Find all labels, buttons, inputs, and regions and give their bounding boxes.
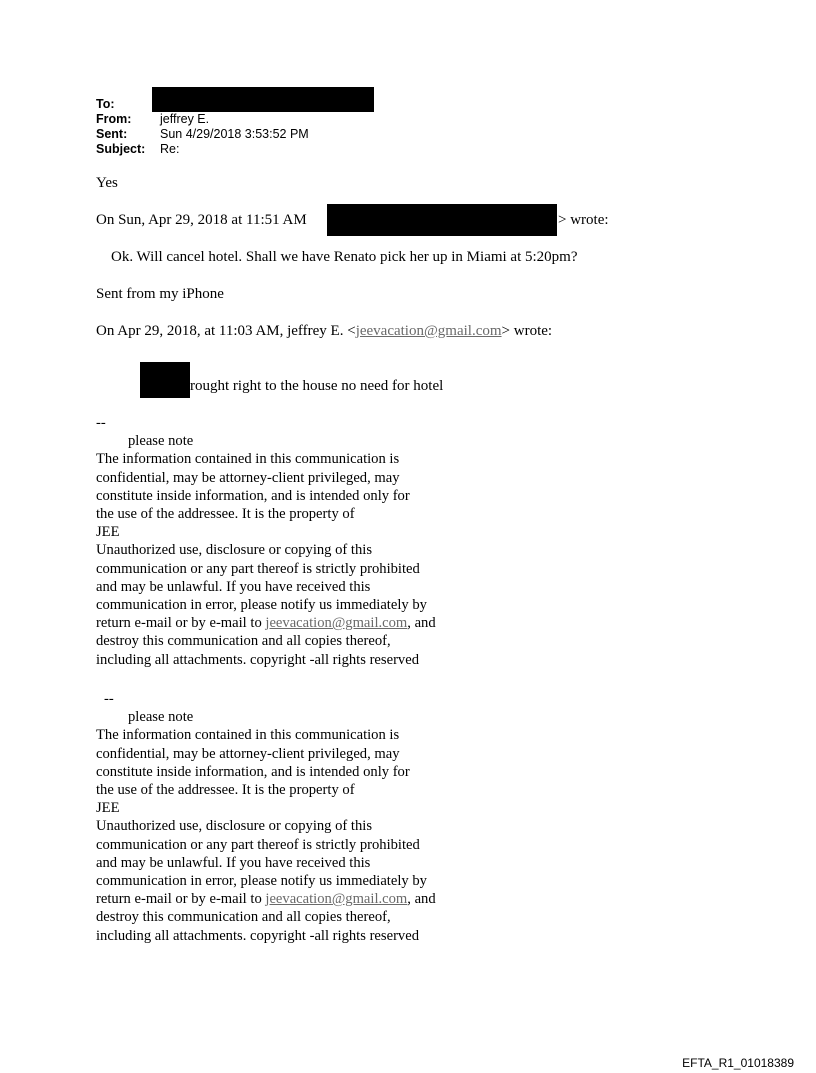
disclaimer-line: confidential, may be attorney-client privileged, may xyxy=(96,745,400,762)
quote2-header xyxy=(96,322,552,340)
redaction-recipient xyxy=(152,87,374,112)
disclaimer-block-2 xyxy=(96,690,436,945)
disclaimer-line: communication in error, please notify us immediately by xyxy=(96,597,427,614)
disclaimer-line: and may be unlawful. If you have received this xyxy=(96,854,371,871)
quote1-before: On Sun, Apr 29, 2018 at 11:51 AM xyxy=(96,212,307,228)
disclaimer-text: return e-mail or by e-mail to xyxy=(96,615,266,632)
disclaimer-line: JEE xyxy=(96,524,120,541)
quote2-before: On Apr 29, 2018, at 11:03 AM, jeffrey E. < xyxy=(96,323,356,339)
disclaimer-line: The information contained in this communication is xyxy=(96,451,400,468)
disclaimer-line: constitute inside information, and is intended only for xyxy=(96,763,410,780)
disclaimer-email-link[interactable]: jeevacation@gmail.com xyxy=(265,615,408,632)
quote1-text: Ok. Will cancel hotel. Shall we have Renato pick her up in Miami at 5:20pm? xyxy=(111,249,578,265)
disclaimer-line: Unauthorized use, disclosure or copying of this xyxy=(96,542,373,559)
disclaimer-text: , and xyxy=(407,615,436,632)
document-id: EFTA_R1_01018389 xyxy=(682,1056,794,1070)
disclaimer-line: please note xyxy=(128,433,194,450)
disclaimer-line xyxy=(96,614,436,632)
disclaimer-line: please note xyxy=(128,709,194,726)
disclaimer-text: , and xyxy=(407,891,436,908)
disclaimer-separator: -- xyxy=(96,415,106,431)
disclaimer-line: and may be unlawful. If you have received this xyxy=(96,578,371,595)
sent-value: Sun 4/29/2018 3:53:52 PM xyxy=(160,127,309,141)
disclaimer-line: including all attachments. copyright -all rights reserved xyxy=(96,651,419,668)
quote1-after: > wrote: xyxy=(558,212,609,228)
subject-label: Subject: xyxy=(96,142,146,156)
disclaimer-line: the use of the addressee. It is the property of xyxy=(96,782,355,799)
disclaimer-line: destroy this communication and all copies thereof, xyxy=(96,633,391,650)
quote2-text: rought right to the house no need for hotel xyxy=(190,378,444,394)
disclaimer-line: communication or any part thereof is strictly prohibited xyxy=(96,560,420,577)
disclaimer-line: Unauthorized use, disclosure or copying of this xyxy=(96,818,373,835)
redaction-name xyxy=(140,362,190,398)
from-label: From: xyxy=(96,112,132,126)
from-value: jeffrey E. xyxy=(160,112,210,126)
redaction-sender xyxy=(327,204,557,236)
subject-value: Re: xyxy=(160,142,180,156)
to-label: To: xyxy=(96,97,115,111)
disclaimer-line: confidential, may be attorney-client privileged, may xyxy=(96,469,400,486)
disclaimer-line: including all attachments. copyright -all rights reserved xyxy=(96,927,419,944)
disclaimer-line xyxy=(96,890,436,908)
disclaimer-line: the use of the addressee. It is the property of xyxy=(96,506,355,523)
quote2-email-link[interactable]: jeevacation@gmail.com xyxy=(355,323,502,339)
disclaimer-email-link[interactable]: jeevacation@gmail.com xyxy=(265,891,408,908)
disclaimer-line: communication in error, please notify us immediately by xyxy=(96,873,427,890)
disclaimer-separator: -- xyxy=(104,691,114,707)
sent-label: Sent: xyxy=(96,127,128,141)
quote2-after: > wrote: xyxy=(501,323,553,339)
signature: Sent from my iPhone xyxy=(96,286,224,302)
disclaimer-line: constitute inside information, and is intended only for xyxy=(96,487,410,504)
disclaimer-text: return e-mail or by e-mail to xyxy=(96,891,266,908)
reply-text: Yes xyxy=(96,175,118,191)
disclaimer-line: The information contained in this communication is xyxy=(96,727,400,744)
disclaimer-line: JEE xyxy=(96,800,120,817)
disclaimer-block-1 xyxy=(96,414,436,669)
disclaimer-line: communication or any part thereof is strictly prohibited xyxy=(96,836,420,853)
disclaimer-line: destroy this communication and all copies thereof, xyxy=(96,909,391,926)
